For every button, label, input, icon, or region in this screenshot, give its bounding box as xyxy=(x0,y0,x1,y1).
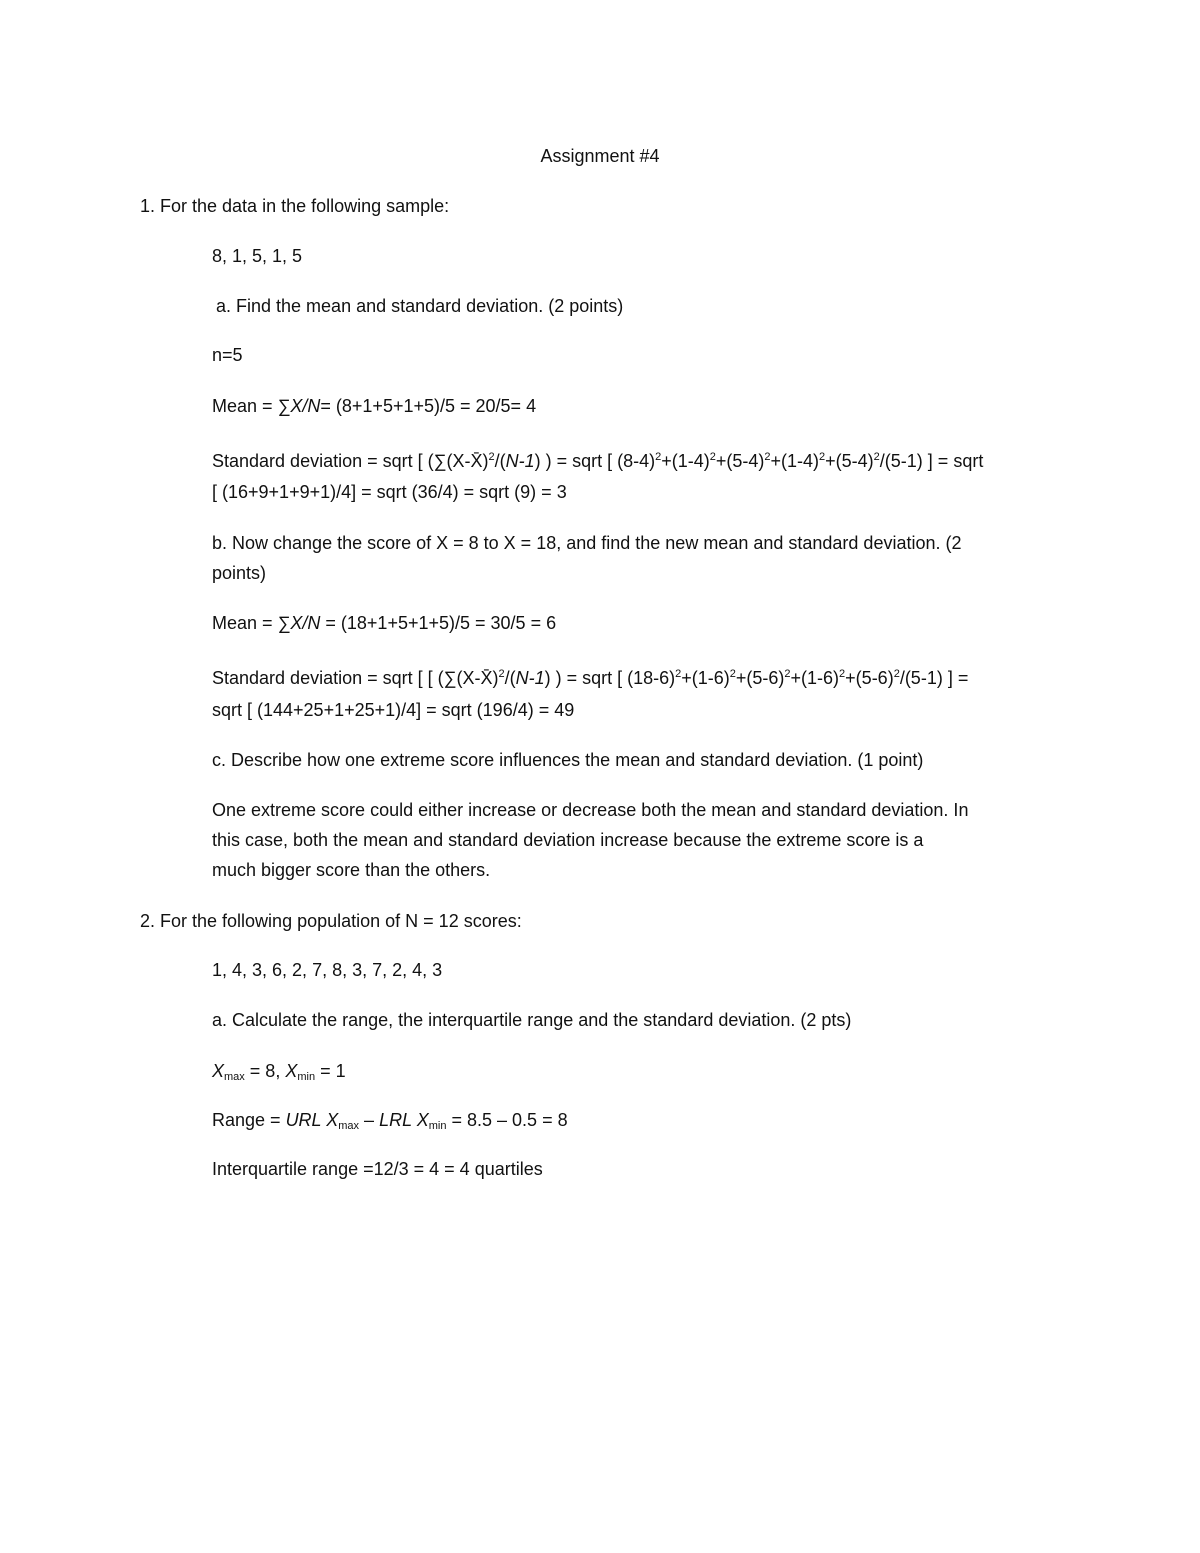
superscript: 2 xyxy=(819,451,826,463)
sd-text: /(5-1) ] = sqrt xyxy=(879,451,984,471)
q1b-mean-line xyxy=(212,608,556,638)
sd-term: +(5-6) xyxy=(735,668,785,688)
mean-formula: ∑X/N xyxy=(277,396,321,416)
mean-label: Mean = xyxy=(212,396,278,416)
superscript: 2 xyxy=(893,668,900,680)
range-calculation: = 8.5 – 0.5 = 8 xyxy=(446,1110,568,1130)
q1b-prompt-1: b. Now change the score of X = 8 to X = 18, and find the new mean and standard deviation. (2 xyxy=(212,533,962,553)
document-title: Assignment #4 xyxy=(540,146,660,166)
q1a-prompt: a. Find the mean and standard deviation. (2 points) xyxy=(216,296,624,316)
sd-n-var: N-1 xyxy=(515,668,545,688)
q1c-prompt: c. Describe how one extreme score influences the mean and standard deviation. (1 point) xyxy=(212,750,924,770)
q2-data: 1, 4, 3, 6, 2, 7, 8, 3, 7, 2, 4, 3 xyxy=(212,960,443,980)
sd-term: +(1-6) xyxy=(681,668,730,688)
superscript: 2 xyxy=(873,451,880,463)
sd-term: +(5-4) xyxy=(825,451,874,471)
sd-label: Standard deviation = sqrt [ [ (∑(X-X̄) xyxy=(212,668,499,688)
superscript: 2 xyxy=(839,668,846,680)
superscript: 2 xyxy=(675,668,682,680)
sd-term: +(1-4) xyxy=(770,451,820,471)
lrl-term: LRL X xyxy=(379,1110,429,1130)
sd-text: ) ) = sqrt [ (8-4) xyxy=(534,451,656,471)
superscript: 2 xyxy=(729,668,736,680)
superscript: 2 xyxy=(764,451,771,463)
superscript: 2 xyxy=(655,451,662,463)
superscript: 2 xyxy=(709,451,716,463)
range-label: Range = xyxy=(212,1110,286,1130)
x-var: X xyxy=(285,1061,298,1081)
q1-n-value: n=5 xyxy=(212,345,243,365)
sd-n-var: N-1 xyxy=(505,451,535,471)
minus-sign: – xyxy=(359,1110,380,1130)
sd-text: ) ) = sqrt [ (18-6) xyxy=(544,668,676,688)
xmax-value: = 8, xyxy=(244,1061,286,1081)
superscript: 2 xyxy=(498,668,505,680)
mean-label: Mean = xyxy=(212,613,278,633)
q1-prompt: 1. For the data in the following sample: xyxy=(140,196,450,216)
sd-term: +(1-4) xyxy=(661,451,710,471)
q2-prompt: 2. For the following population of N = 12 scores: xyxy=(140,911,522,931)
q1c-answer-3: much bigger score than the others. xyxy=(212,860,491,880)
q1c-answer-2: this case, both the mean and standard deviation increase because the extreme score is a xyxy=(212,830,924,850)
sd-text: /( xyxy=(494,451,506,471)
subscript-min: min xyxy=(428,1120,447,1132)
sd-term: +(1-6) xyxy=(790,668,840,688)
mean-calculation: = (8+1+5+1+5)/5 = 20/5= 4 xyxy=(320,396,537,416)
q2a-prompt: a. Calculate the range, the interquartile range and the standard deviation. (2 pts) xyxy=(212,1010,852,1030)
sd-text: /(5-1) ] = xyxy=(899,668,969,688)
sd-term: +(5-6) xyxy=(845,668,894,688)
q1c-answer-1: One extreme score could either increase or decrease both the mean and standard deviation. In xyxy=(212,800,969,820)
q1-data: 8, 1, 5, 1, 5 xyxy=(212,246,303,266)
q1-sd-line-2: [ (16+9+1+9+1)/4] = sqrt (36/4) = sqrt (9) = 3 xyxy=(212,482,567,502)
sd-term: +(5-4) xyxy=(715,451,765,471)
subscript-max: max xyxy=(224,1071,245,1083)
q2-iqr: Interquartile range =12/3 = 4 = 4 quartiles xyxy=(212,1159,543,1179)
q1b-sd-line-2: sqrt [ (144+25+1+25+1)/4] = sqrt (196/4) = 49 xyxy=(212,700,575,720)
mean-calculation: = (18+1+5+1+5)/5 = 30/5 = 6 xyxy=(320,613,557,633)
subscript-min: min xyxy=(297,1071,316,1083)
superscript: 2 xyxy=(488,451,495,463)
q1-mean-line xyxy=(212,391,536,421)
mean-formula: ∑X/N xyxy=(277,613,321,633)
xmin-value: = 1 xyxy=(315,1061,346,1081)
q1b-prompt-2: points) xyxy=(212,563,267,583)
q1b-sd-line-1 xyxy=(212,663,968,693)
superscript: 2 xyxy=(784,668,791,680)
q2-range xyxy=(212,1105,568,1135)
sd-label: Standard deviation = sqrt [ (∑(X-X̄) xyxy=(212,451,489,471)
sd-text: /( xyxy=(504,668,516,688)
q1-sd-line-1 xyxy=(212,446,983,476)
url-term: URL X xyxy=(285,1110,339,1130)
x-var: X xyxy=(212,1061,225,1081)
subscript-max: max xyxy=(338,1120,360,1132)
q2-xmax-xmin xyxy=(212,1056,346,1086)
